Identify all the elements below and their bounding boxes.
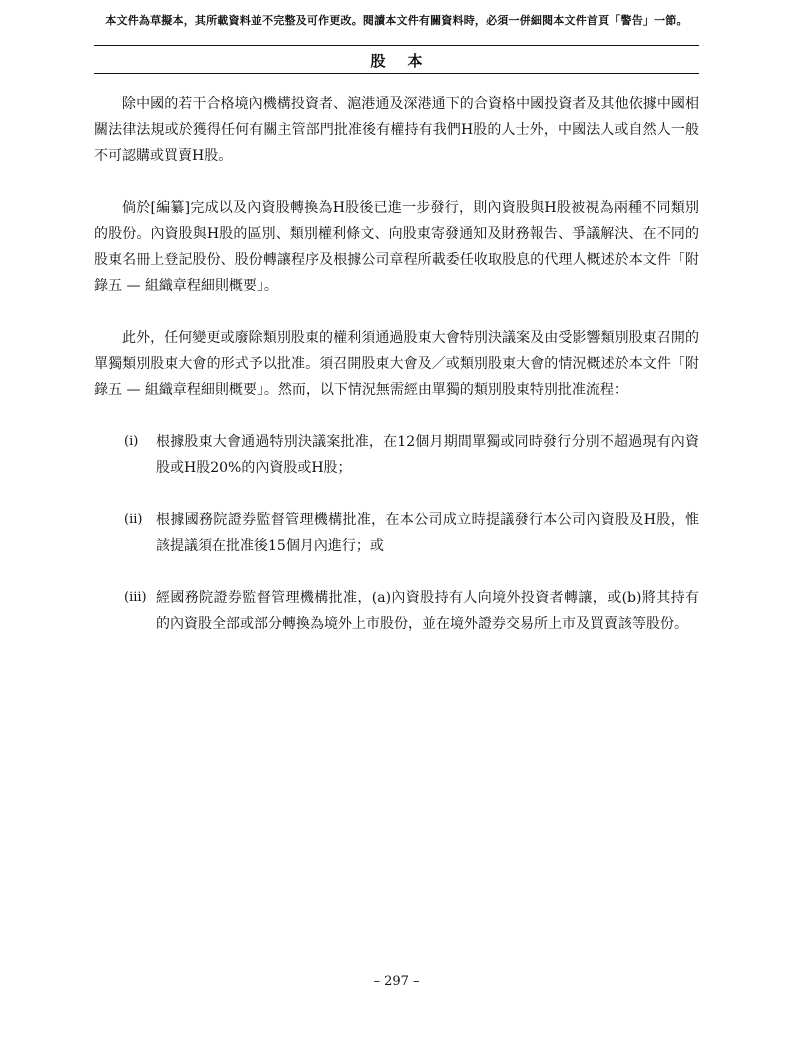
draft-warning-header: 本文件為草擬本，其所載資料並不完整及可作更改。閱讀本文件有關資料時，必須一併細閱本文件首頁「警告」一節。 xyxy=(105,14,688,27)
list-item xyxy=(94,507,699,559)
header-rule-top xyxy=(94,45,699,46)
paragraph-prc-restrictions: 除中國的若干合格境內機構投資者、滬港通及深港通下的合資格中國投資者及其他依據中國相關法律法規或於獲得任何有關主管部門批准後有權持有我們H股的人士外，中國法人或自然人一般不可認購或買賣H股。 xyxy=(94,96,699,164)
paragraph-share-classes: 倘於[編纂]完成以及內資股轉換為H股後已進一步發行，則內資股與H股被視為兩種不同類別的股份。內資股與H股的區別、類別權利條文、向股東寄發通知及財務報告、爭議解決、在不同的股東名冊上登記股份、股份轉讓程序及根據公司章程所載委任收取股息的代理人概述於本文件「附錄五 — 組織章程細則概要」。 xyxy=(94,200,699,294)
list-item xyxy=(94,429,699,481)
page-number: – 297 – xyxy=(373,974,420,989)
header-rule-bottom xyxy=(94,73,699,74)
list-marker: (i) xyxy=(124,434,139,449)
list-item-text: 經國務院證券監督管理機構批准，(a)內資股持有人向境外投資者轉讓，或(b)將其持有的內資股全部或部分轉換為境外上市股份，並在境外證券交易所上市及買賣該等股份。 xyxy=(156,590,699,632)
document-body xyxy=(94,91,699,663)
list-item xyxy=(94,585,699,637)
list-item-text: 根據國務院證券監督管理機構批准，在本公司成立時提議發行本公司內資股及H股，惟該提議須在批准後15個月內進行；或 xyxy=(156,512,699,554)
list-marker: (ii) xyxy=(124,512,143,527)
paragraph-class-rights: 此外，任何變更或廢除類別股東的權利須通過股東大會特別決議案及由受影響類別股東召開的單獨類別股東大會的形式予以批准。須召開股東大會及／或類別股東大會的情況概述於本文件「附錄五 — 組織章程細則概要」。然而，以下情況無需經由單獨的類別股東特別批准流程： xyxy=(94,330,699,398)
list-item-text: 根據股東大會通過特別決議案批准，在12個月期間單獨或同時發行分別不超過現有內資股或H股20%的內資股或H股； xyxy=(156,434,699,476)
list-marker: (iii) xyxy=(124,590,147,605)
section-title: 股本 xyxy=(370,52,445,70)
